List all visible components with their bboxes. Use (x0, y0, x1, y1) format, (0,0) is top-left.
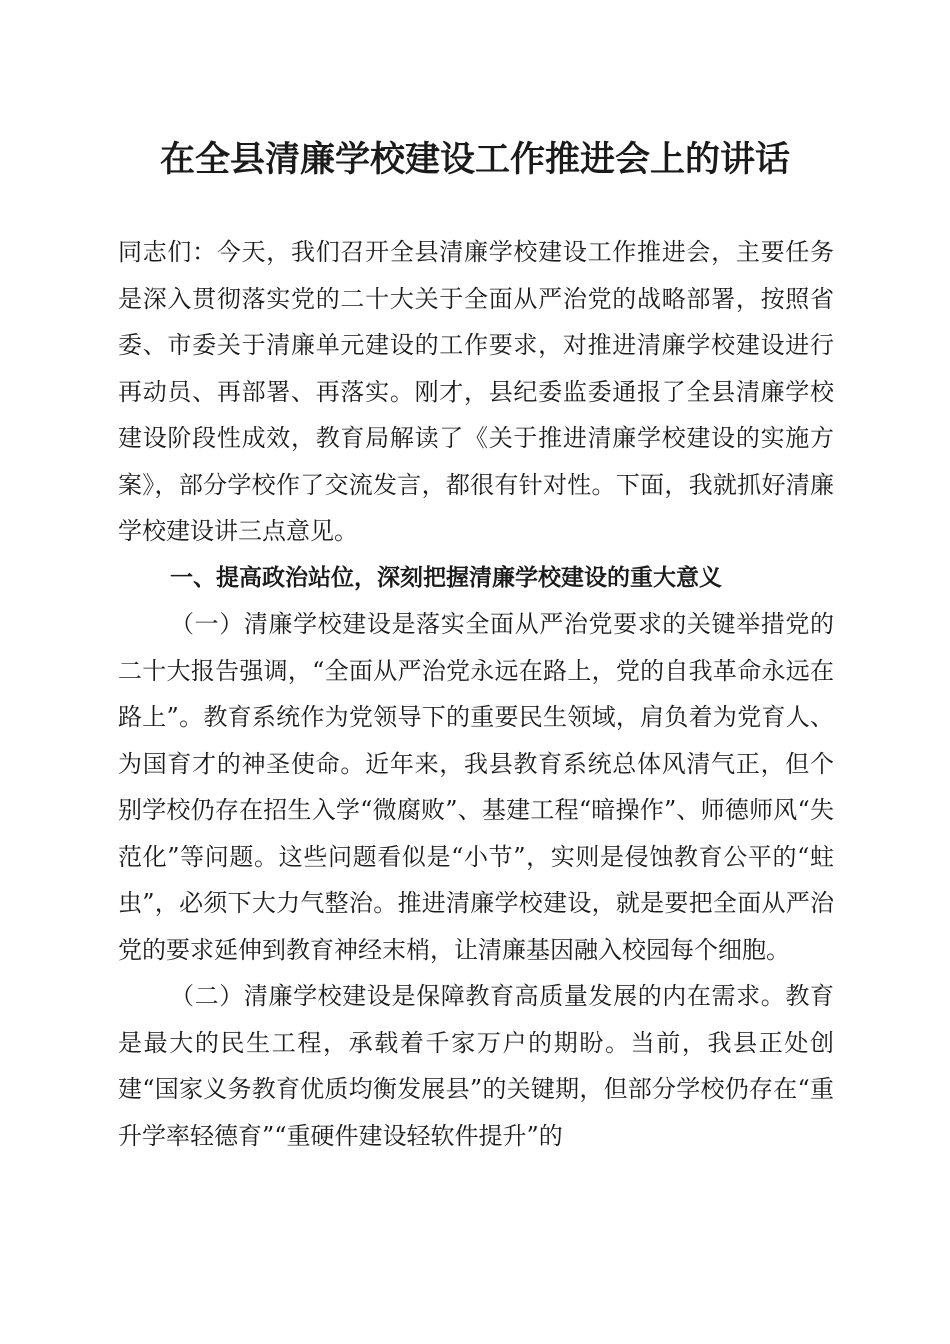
paragraph-subsection-1: （一）清廉学校建设是落实全面从严治党要求的关键举措党的二十大报告强调，“全面从严治党永远在路上，党的自我革命永远在路上”。教育系统作为党领导下的重要民生领域，肩负着为党育人、为国育才的神圣使命。近年来，我县教育系统总体风清气正，但个别学校仍存在招生入学“微腐败”、基建工程“暗操作”、师德师风“失范化”等问题。这些问题看似是“小节”，实则是侵蚀教育公平的“蛀虫”，必须下大力气整治。推进清廉学校建设，就是要把全面从严治党的要求延伸到教育神经末梢，让清廉基因融入校园每个细胞。 (118, 610, 834, 964)
paragraph-subsection-2: （二）清廉学校建设是保障教育高质量发展的内在需求。教育是最大的民生工程，承载着千家万户的期盼。当前，我县正处创建“国家义务教育优质均衡发展县”的关键期，但部分学校仍存在“重升学率轻德育”“重硬件建设轻软件提升”的 (118, 982, 834, 1150)
section-heading-1: 一、提高政治站位，深刻把握清廉学校建设的重大意义 (170, 564, 722, 591)
paragraph-intro: 同志们：今天，我们召开全县清廉学校建设工作推进会，主要任务是深入贯彻落实党的二十大关于全面从严治党的战略部署，按照省委、市委关于清廉单元建设的工作要求，对推进清廉学校建设进行再动员、再部署、再落实。刚才，县纪委监委通报了全县清廉学校建设阶段性成效，教育局解读了《关于推进清廉学校建设的实施方案》，部分学校作了交流发言，都很有针对性。下面，我就抓好清廉学校建设讲三点意见。 (118, 238, 834, 545)
document-title: 在全县清廉学校建设工作推进会上的讲话 (159, 139, 790, 180)
document-body (118, 229, 834, 1159)
